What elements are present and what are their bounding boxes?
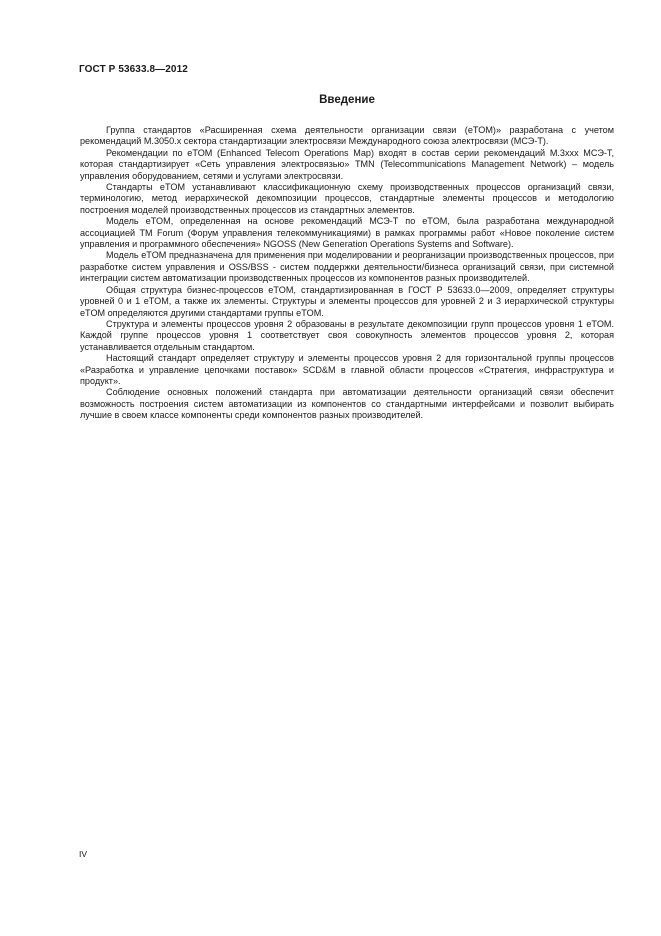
document-header xyxy=(79,64,188,75)
paragraph: Модель eTOM предназначена для применения при моделировании и реорганизации производственных процессов, при разработке систем управления и OSS/BSS - систем поддержки деятельности/бизнеса организаций связи, при системной интеграции систем автоматизации производственных процессов из компонентов разных производителей. xyxy=(80,250,614,284)
paragraph: Рекомендации по eTOM (Enhanced Telecom Operations Map) входят в состав серии рекомендаций М.3xxx МСЭ-Т, которая стандартизирует «Сеть управления электросвязью» TMN (Telecommunications Management Network) – модель управления оборудованием, сетями и услугами электросвязи. xyxy=(80,147,614,181)
standard-id: ГОСТ Р 53633.8—2012 xyxy=(79,64,188,75)
page-number: IV xyxy=(79,849,88,859)
body-text xyxy=(80,125,614,422)
paragraph: Общая структура бизнес-процессов eTOM, стандартизированная в ГОСТ Р 53633.0—2009, определяет структуры уровней 0 и 1 eTOM, а также их элементы. Структуры и элементы процессов для уровней 2 и 3 иерархической структуры eTOM определяются другими стандартами группы eTOM. xyxy=(80,284,614,318)
paragraph: Стандарты eTOM устанавливают классификационную схему производственных процессов организаций связи, терминологию, метод иерархической декомпозиции процессов, стандартные элементы процессов и методологию построения моделей производственных процессов из стандартных элементов. xyxy=(80,182,614,215)
paragraph: Модель eTOM, определенная на основе рекомендаций МСЭ-Т по eTOM, была разработана международной ассоциацией TM Forum (Форум управления телекоммуникациями) в рамках программы работ «Новое поколение систем управления и программного обеспечения» NGOSS (New Generation Operations Systems and Software). xyxy=(80,216,614,250)
section-title: Введение xyxy=(319,94,375,106)
paragraph: Соблюдение основных положений стандарта при автоматизации деятельности организаций связи обеспечит возможность построения систем автоматизации из компонентов со стандартными интерфейсами и позволит выбирать лучшие в своем классе компоненты среди компонентов разных производителей. xyxy=(80,387,614,421)
paragraph: Структура и элементы процессов уровня 2 образованы в результате декомпозиции групп процессов уровня 1 eTOM. Каждой группе процессов уровня 1 соответствует своя совокупность элементов процессов уровня 2, которая устанавливается отдельным стандартом. xyxy=(80,318,614,352)
paragraph: Группа стандартов «Расширенная схема деятельности организации связи (eTOM)» разработана с учетом рекомендаций М.3050.x сектора стандартизации электросвязи Международного союза электросвязи (МСЭ-Т). xyxy=(80,125,614,147)
paragraph: Настоящий стандарт определяет структуру и элементы процессов уровня 2 для горизонтальной группы процессов «Разработка и управление цепочками поставок» SCD&M в главной области процессов «Стратегия, инфраструктура и продукт». xyxy=(80,353,614,386)
